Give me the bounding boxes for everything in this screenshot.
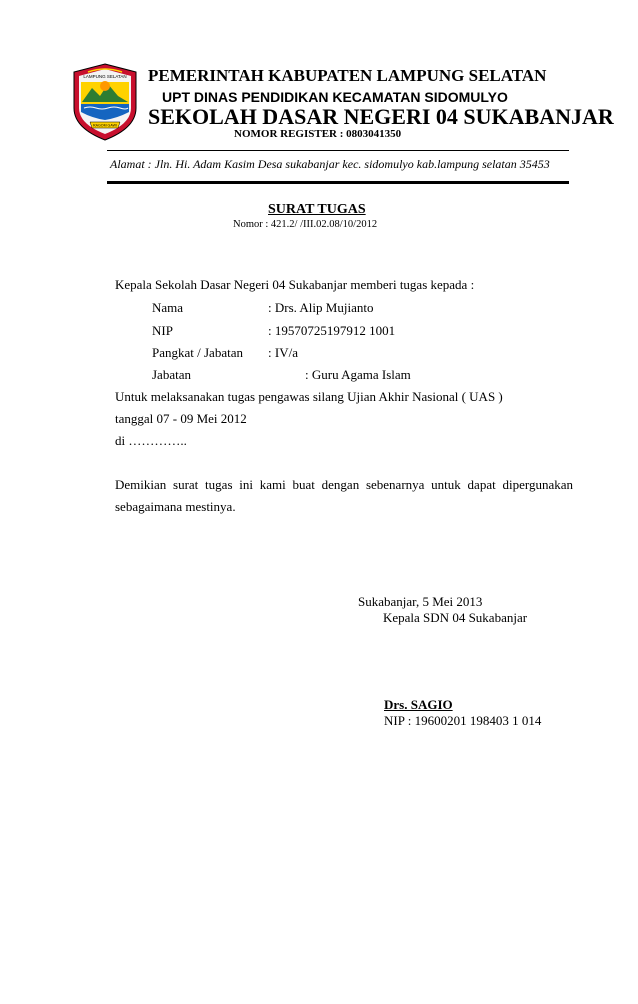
task-location: di ………….. xyxy=(115,433,187,448)
svg-text:RAGOM GAWI: RAGOM GAWI xyxy=(92,123,118,128)
field-value-pangkat: : IV/a xyxy=(268,345,298,360)
signatory-nip: NIP : 19600201 198403 1 014 xyxy=(384,713,542,728)
field-label-pangkat: Pangkat / Jabatan xyxy=(152,345,243,360)
school-address: Alamat : Jln. Hi. Adam Kasim Desa sukabanjar kec. sidomulyo kab.lampung selatan 35453 xyxy=(110,157,550,171)
field-label-jabatan: Jabatan xyxy=(152,367,191,382)
signature-place-date: Sukabanjar, 5 Mei 2013 xyxy=(358,594,483,609)
letter-title: SURAT TUGAS xyxy=(268,202,366,217)
signatory-name: Drs. SAGIO xyxy=(384,697,453,712)
field-value-nama: : Drs. Alip Mujianto xyxy=(268,300,374,315)
department-title: UPT DINAS PENDIDIKAN KECAMATAN SIDOMULYO xyxy=(162,89,508,105)
header-rule-thin xyxy=(107,150,569,151)
closing-paragraph-line1: Demikian surat tugas ini kami buat dengan sebenarnya untuk dapat dipergunakan xyxy=(115,477,573,492)
register-number: NOMOR REGISTER : 0803041350 xyxy=(234,128,402,140)
header-rule-thick xyxy=(107,181,569,184)
signature-position: Kepala SDN 04 Sukabanjar xyxy=(383,610,528,625)
school-name: SEKOLAH DASAR NEGERI 04 SUKABANJAR xyxy=(148,104,614,129)
intro-text: Kepala Sekolah Dasar Negeri 04 Sukabanjar memberi tugas kepada : xyxy=(115,277,475,292)
svg-text:LAMPUNG SELATAN: LAMPUNG SELATAN xyxy=(83,74,127,79)
closing-paragraph-line2: sebagaimana mestinya. xyxy=(115,499,236,514)
letter-number: Nomor : 421.2/ /III.02.08/10/2012 xyxy=(233,219,378,230)
field-label-nama: Nama xyxy=(152,300,184,315)
field-label-nip: NIP xyxy=(152,323,173,338)
task-description: Untuk melaksanakan tugas pengawas silang Ujian Akhir Nasional ( UAS ) xyxy=(115,389,503,404)
regency-emblem-logo xyxy=(70,62,140,142)
field-value-nip: : 19570725197912 1001 xyxy=(268,323,396,338)
field-value-jabatan: : Guru Agama Islam xyxy=(305,367,411,382)
government-title: PEMERINTAH KABUPATEN LAMPUNG SELATAN xyxy=(148,66,547,85)
task-date: tanggal 07 - 09 Mei 2012 xyxy=(115,411,247,426)
